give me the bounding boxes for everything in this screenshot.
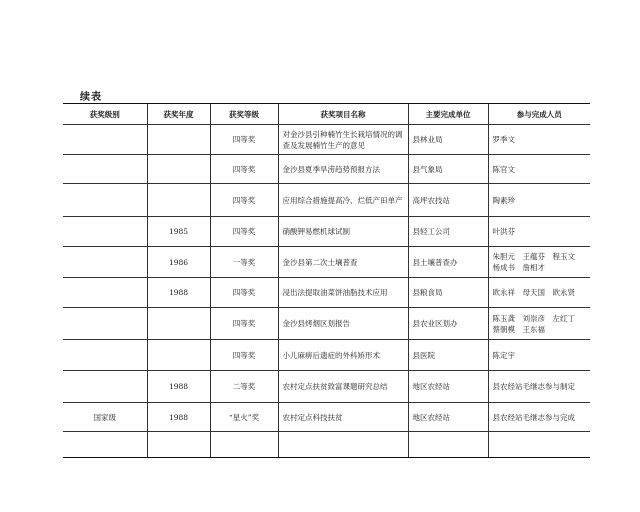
cell-year xyxy=(147,155,210,184)
cell-project: 硝酸钾易燃机球试制 xyxy=(278,217,408,247)
table-row xyxy=(63,125,590,155)
cell-year xyxy=(147,432,210,458)
cell-grade: 四等奖 xyxy=(210,155,278,184)
cell-unit: 县土壤普查办 xyxy=(408,247,488,278)
cell-persons: 叶洪芬 xyxy=(488,217,590,247)
table-row xyxy=(63,217,590,247)
cell-grade xyxy=(210,432,278,458)
cell-unit: 县粮食局 xyxy=(408,278,488,308)
persons-line-1: 朱胆元 王蕴芬 程玉文 xyxy=(492,252,575,261)
cell-level xyxy=(63,155,147,184)
cell-persons: 县农经站毛继志参与完成 xyxy=(488,403,590,432)
cell-year xyxy=(147,308,210,340)
cell-grade: 二等奖 xyxy=(210,371,278,403)
cell-unit: 县医院 xyxy=(408,340,488,371)
cell-project: 农村定点科技扶贫 xyxy=(278,403,408,432)
cell-year: 1988 xyxy=(147,278,210,308)
cell-project: 金沙县第二次土壤普查 xyxy=(278,247,408,278)
cell-unit: 县轻工公司 xyxy=(408,217,488,247)
award-table xyxy=(63,103,590,458)
header-award-year: 获奖年度 xyxy=(147,104,210,125)
table-row xyxy=(63,340,590,371)
table-row xyxy=(63,247,590,278)
cell-persons: 罗季文 xyxy=(488,125,590,155)
cell-year: 1986 xyxy=(147,247,210,278)
cell-persons: 欧永祥 母天国 欧永贤 xyxy=(488,278,590,308)
table-row xyxy=(63,184,590,217)
cell-unit: 高坪农技站 xyxy=(408,184,488,217)
cell-persons: 陶素珍 xyxy=(488,184,590,217)
cell-unit: 地区农经站 xyxy=(408,403,488,432)
cell-grade: “星火”奖 xyxy=(210,403,278,432)
table-caption: 续表 xyxy=(80,92,102,103)
cell-persons xyxy=(488,247,590,278)
cell-level: 国家级 xyxy=(63,403,147,432)
header-project-name: 获奖项目名称 xyxy=(278,104,408,125)
cell-unit xyxy=(408,432,488,458)
table-row xyxy=(63,432,590,458)
cell-unit: 地区农经站 xyxy=(408,371,488,403)
persons-line-1: 陈玉龚 刘崇彦 左红丁 xyxy=(492,313,575,323)
header-main-unit: 主要完成单位 xyxy=(408,104,488,125)
cell-level xyxy=(63,125,147,155)
cell-year: 1988 xyxy=(147,371,210,403)
cell-level xyxy=(63,308,147,340)
cell-year xyxy=(147,340,210,371)
cell-project xyxy=(278,432,408,458)
cell-level xyxy=(63,247,147,278)
cell-unit: 县气象局 xyxy=(408,155,488,184)
cell-grade: 四等奖 xyxy=(210,278,278,308)
persons-line-2: 蔡朝模 王东福 xyxy=(492,324,545,334)
cell-year: 1988 xyxy=(147,403,210,432)
cell-project: 农村定点扶贫致富课题研究总结 xyxy=(278,371,408,403)
cell-level xyxy=(63,278,147,308)
cell-grade: 四等奖 xyxy=(210,340,278,371)
cell-year: 1985 xyxy=(147,217,210,247)
cell-project: 小儿麻痹后遗症的外科矫形术 xyxy=(278,340,408,371)
cell-level xyxy=(63,432,147,458)
cell-project: 浸出法提取油菜饼油脂技术应用 xyxy=(278,278,408,308)
cell-project: 对金沙县引种楠竹生长栽培情况的调查及发展楠竹生产的意见 xyxy=(278,125,408,155)
cell-level xyxy=(63,217,147,247)
cell-unit: 县农业区划办 xyxy=(408,308,488,340)
cell-grade: 四等奖 xyxy=(210,125,278,155)
cell-level xyxy=(63,184,147,217)
table-row xyxy=(63,278,590,308)
header-award-level: 获奖级别 xyxy=(63,104,147,125)
cell-project: 应用综合措施提高冷、烂低产田单产 xyxy=(278,184,408,217)
cell-grade: 四等奖 xyxy=(210,217,278,247)
cell-grade: 四等奖 xyxy=(210,308,278,340)
persons-line-2: 杨成书 詹相才 xyxy=(492,263,545,272)
cell-year xyxy=(147,184,210,217)
cell-year xyxy=(147,125,210,155)
table-row xyxy=(63,403,590,432)
table-row xyxy=(63,371,590,403)
cell-persons: 陈定宇 xyxy=(488,340,590,371)
cell-level xyxy=(63,340,147,371)
header-participants: 参与完成人员 xyxy=(488,104,590,125)
header-row xyxy=(63,104,590,125)
cell-persons xyxy=(488,308,590,340)
table-row xyxy=(63,155,590,184)
cell-grade: 四等奖 xyxy=(210,184,278,217)
cell-project: 金沙县夏季旱涝趋势预报方法 xyxy=(278,155,408,184)
cell-persons xyxy=(488,432,590,458)
cell-persons: 县农经站毛继志参与制定 xyxy=(488,371,590,403)
header-award-grade: 获奖等级 xyxy=(210,104,278,125)
cell-unit: 县林业局 xyxy=(408,125,488,155)
cell-grade: 一等奖 xyxy=(210,247,278,278)
cell-level xyxy=(63,371,147,403)
table-row xyxy=(63,308,590,340)
cell-persons: 陈官文 xyxy=(488,155,590,184)
cell-project: 金沙县烤烟区划报告 xyxy=(278,308,408,340)
